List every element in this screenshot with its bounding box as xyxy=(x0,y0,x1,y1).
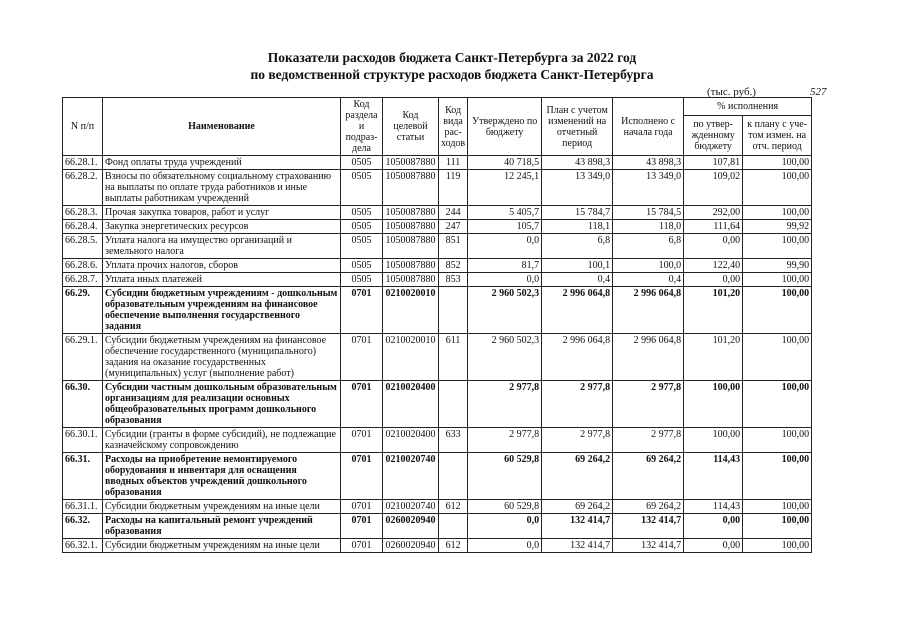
row-expense-type-code: 119 xyxy=(439,170,468,206)
table-row xyxy=(63,206,812,220)
row-expense-type-code xyxy=(439,453,468,500)
row-name: Субсидии бюджетным учреждениям на иные цели xyxy=(103,539,341,553)
row-section-code: 0701 xyxy=(341,500,383,514)
row-pct-plan: 100,00 xyxy=(743,273,812,287)
row-number: 66.28.6. xyxy=(63,259,103,273)
row-expense-type-code: 612 xyxy=(439,500,468,514)
row-target-code: 1050087880 xyxy=(383,156,439,170)
row-name: Уплата иных платежей xyxy=(103,273,341,287)
row-target-code: 0210020010 xyxy=(383,287,439,334)
header-executed: Исполнено с начала года xyxy=(613,98,684,156)
row-approved: 60 529,8 xyxy=(468,500,542,514)
row-pct-plan: 99,90 xyxy=(743,259,812,273)
row-section-code: 0701 xyxy=(341,334,383,381)
row-pct-approved: 0,00 xyxy=(684,273,743,287)
row-pct-approved: 292,00 xyxy=(684,206,743,220)
row-number: 66.28.5. xyxy=(63,234,103,259)
row-plan: 13 349,0 xyxy=(542,170,613,206)
row-expense-type-code xyxy=(439,514,468,539)
table-row xyxy=(63,287,812,334)
table-row xyxy=(63,428,812,453)
row-approved: 105,7 xyxy=(468,220,542,234)
row-expense-type-code xyxy=(439,287,468,334)
row-expense-type-code: 633 xyxy=(439,428,468,453)
row-pct-plan: 100,00 xyxy=(743,500,812,514)
row-expense-type-code: 611 xyxy=(439,334,468,381)
table-row xyxy=(63,273,812,287)
row-name: Прочая закупка товаров, работ и услуг xyxy=(103,206,341,220)
row-plan: 43 898,3 xyxy=(542,156,613,170)
row-pct-approved: 107,81 xyxy=(684,156,743,170)
row-plan: 15 784,7 xyxy=(542,206,613,220)
row-executed: 2 996 064,8 xyxy=(613,334,684,381)
row-target-code: 1050087880 xyxy=(383,206,439,220)
row-number: 66.28.2. xyxy=(63,170,103,206)
row-plan: 69 264,2 xyxy=(542,453,613,500)
header-section-code: Код раздела и подраз-дела xyxy=(341,98,383,156)
header-expense-type-code: Код вида рас-ходов xyxy=(439,98,468,156)
row-name: Уплата прочих налогов, сборов xyxy=(103,259,341,273)
row-executed: 0,4 xyxy=(613,273,684,287)
row-executed: 13 349,0 xyxy=(613,170,684,206)
row-pct-approved: 114,43 xyxy=(684,500,743,514)
row-number: 66.28.3. xyxy=(63,206,103,220)
row-executed: 2 977,8 xyxy=(613,428,684,453)
row-executed: 100,0 xyxy=(613,259,684,273)
row-executed: 15 784,5 xyxy=(613,206,684,220)
row-expense-type-code xyxy=(439,381,468,428)
row-expense-type-code: 852 xyxy=(439,259,468,273)
table-row xyxy=(63,220,812,234)
row-plan: 2 996 064,8 xyxy=(542,287,613,334)
row-approved: 2 977,8 xyxy=(468,381,542,428)
row-approved: 0,0 xyxy=(468,234,542,259)
row-target-code: 0210020400 xyxy=(383,381,439,428)
table-row xyxy=(63,170,812,206)
row-plan: 2 977,8 xyxy=(542,381,613,428)
row-name: Уплата налога на имущество организаций и земельного налога xyxy=(103,234,341,259)
row-approved: 2 977,8 xyxy=(468,428,542,453)
row-name: Фонд оплаты труда учреждений xyxy=(103,156,341,170)
row-section-code: 0505 xyxy=(341,234,383,259)
row-section-code: 0701 xyxy=(341,381,383,428)
row-number: 66.31.1. xyxy=(63,500,103,514)
page-number: 527 xyxy=(810,86,827,98)
row-number: 66.32. xyxy=(63,514,103,539)
row-plan: 2 996 064,8 xyxy=(542,334,613,381)
row-executed: 69 264,2 xyxy=(613,500,684,514)
row-pct-approved: 122,40 xyxy=(684,259,743,273)
row-approved: 60 529,8 xyxy=(468,453,542,500)
row-pct-approved: 0,00 xyxy=(684,514,743,539)
row-plan: 132 414,7 xyxy=(542,514,613,539)
row-number: 66.29. xyxy=(63,287,103,334)
row-section-code: 0505 xyxy=(341,273,383,287)
budget-table xyxy=(62,97,812,553)
table-row xyxy=(63,500,812,514)
row-pct-plan: 100,00 xyxy=(743,287,812,334)
row-section-code: 0505 xyxy=(341,220,383,234)
header-name: Наименование xyxy=(103,98,341,156)
row-pct-plan: 100,00 xyxy=(743,156,812,170)
row-approved: 40 718,5 xyxy=(468,156,542,170)
row-target-code: 0210020400 xyxy=(383,428,439,453)
row-approved: 0,0 xyxy=(468,273,542,287)
header-percent-execution: % исполнения xyxy=(684,98,812,116)
header-plan: План с учетом изменений на отчетный период xyxy=(542,98,613,156)
row-expense-type-code: 247 xyxy=(439,220,468,234)
row-target-code: 1050087880 xyxy=(383,220,439,234)
row-name: Субсидии бюджетным учреждениям на иные цели xyxy=(103,500,341,514)
row-name: Субсидии (гранты в форме субсидий), не подлежащие казначейскому сопровождению xyxy=(103,428,341,453)
row-number: 66.30.1. xyxy=(63,428,103,453)
row-expense-type-code: 244 xyxy=(439,206,468,220)
row-number: 66.31. xyxy=(63,453,103,500)
row-pct-plan: 100,00 xyxy=(743,381,812,428)
row-pct-plan: 100,00 xyxy=(743,170,812,206)
row-expense-type-code: 851 xyxy=(439,234,468,259)
row-target-code: 1050087880 xyxy=(383,259,439,273)
row-expense-type-code: 612 xyxy=(439,539,468,553)
row-number: 66.28.7. xyxy=(63,273,103,287)
table-row xyxy=(63,156,812,170)
units-label: (тыс. руб.) xyxy=(707,86,756,98)
row-approved: 5 405,7 xyxy=(468,206,542,220)
row-section-code: 0505 xyxy=(341,170,383,206)
row-pct-approved: 114,43 xyxy=(684,453,743,500)
row-pct-plan: 99,92 xyxy=(743,220,812,234)
table-row xyxy=(63,334,812,381)
report-title-line2: по ведомственной структуре расходов бюджета Санкт-Петербурга xyxy=(250,67,654,82)
row-section-code: 0505 xyxy=(341,156,383,170)
row-approved: 0,0 xyxy=(468,539,542,553)
row-executed: 2 996 064,8 xyxy=(613,287,684,334)
table-row xyxy=(63,539,812,553)
row-pct-approved: 0,00 xyxy=(684,234,743,259)
report-title-line1: Показатели расходов бюджета Санкт-Петербурга за 2022 год xyxy=(267,50,637,65)
row-section-code: 0701 xyxy=(341,287,383,334)
row-name: Расходы на капитальный ремонт учреждений образования xyxy=(103,514,341,539)
row-expense-type-code: 853 xyxy=(439,273,468,287)
row-number: 66.30. xyxy=(63,381,103,428)
row-name: Закупка энергетических ресурсов xyxy=(103,220,341,234)
row-plan: 100,1 xyxy=(542,259,613,273)
row-pct-approved: 0,00 xyxy=(684,539,743,553)
row-pct-plan: 100,00 xyxy=(743,428,812,453)
row-pct-approved: 101,20 xyxy=(684,287,743,334)
row-target-code: 1050087880 xyxy=(383,170,439,206)
row-name: Субсидии частным дошкольным образовательным организациям для реализации основных общеобразовательных программ дошкольного образования xyxy=(103,381,341,428)
row-plan: 6,8 xyxy=(542,234,613,259)
row-approved: 2 960 502,3 xyxy=(468,287,542,334)
row-pct-approved: 109,02 xyxy=(684,170,743,206)
table-row xyxy=(63,453,812,500)
header-pct-approved: по утвер-жденному бюджету xyxy=(684,116,743,156)
row-approved: 12 245,1 xyxy=(468,170,542,206)
header-num: N п/п xyxy=(63,98,103,156)
row-section-code: 0505 xyxy=(341,206,383,220)
row-name: Субсидии бюджетным учреждениям на финансовое обеспечение государственного (муниципального) задания на оказание государственных (муниципальных) услуг (выполнение работ) xyxy=(103,334,341,381)
row-executed: 69 264,2 xyxy=(613,453,684,500)
row-pct-plan: 100,00 xyxy=(743,234,812,259)
row-pct-plan: 100,00 xyxy=(743,453,812,500)
row-name: Взносы по обязательному социальному страхованию на выплаты по оплате труда работников и иные выплаты работникам учреждений xyxy=(103,170,341,206)
table-row xyxy=(63,381,812,428)
row-pct-approved: 100,00 xyxy=(684,428,743,453)
row-plan: 2 977,8 xyxy=(542,428,613,453)
row-plan: 0,4 xyxy=(542,273,613,287)
row-executed: 132 414,7 xyxy=(613,539,684,553)
row-pct-plan: 100,00 xyxy=(743,206,812,220)
row-executed: 2 977,8 xyxy=(613,381,684,428)
row-section-code: 0701 xyxy=(341,428,383,453)
row-executed: 118,0 xyxy=(613,220,684,234)
row-pct-approved: 111,64 xyxy=(684,220,743,234)
row-pct-plan: 100,00 xyxy=(743,334,812,381)
table-row xyxy=(63,514,812,539)
row-name: Расходы на приобретение немонтируемого оборудования и инвентаря для оснащения вводных объектов учреждений дошкольного образования xyxy=(103,453,341,500)
row-plan: 118,1 xyxy=(542,220,613,234)
row-section-code: 0701 xyxy=(341,453,383,500)
header-pct-plan: к плану с уче-том измен. на отч. период xyxy=(743,116,812,156)
row-section-code: 0505 xyxy=(341,259,383,273)
table-row xyxy=(63,234,812,259)
row-target-code: 0260020940 xyxy=(383,514,439,539)
row-pct-plan: 100,00 xyxy=(743,514,812,539)
row-approved: 81,7 xyxy=(468,259,542,273)
row-approved: 0,0 xyxy=(468,514,542,539)
row-name: Субсидии бюджетным учреждениям - дошкольным образовательным учреждениям на финансовое обеспечение выполнения государственного задания xyxy=(103,287,341,334)
row-target-code: 1050087880 xyxy=(383,234,439,259)
row-number: 66.32.1. xyxy=(63,539,103,553)
row-target-code: 1050087880 xyxy=(383,273,439,287)
row-executed: 43 898,3 xyxy=(613,156,684,170)
row-plan: 132 414,7 xyxy=(542,539,613,553)
row-expense-type-code: 111 xyxy=(439,156,468,170)
row-pct-plan: 100,00 xyxy=(743,539,812,553)
row-number: 66.29.1. xyxy=(63,334,103,381)
table-row xyxy=(63,259,812,273)
row-section-code: 0701 xyxy=(341,539,383,553)
row-executed: 6,8 xyxy=(613,234,684,259)
row-pct-approved: 101,20 xyxy=(684,334,743,381)
header-approved: Утверждено по бюджету xyxy=(468,98,542,156)
row-section-code: 0701 xyxy=(341,514,383,539)
header-target-code: Код целевой статьи xyxy=(383,98,439,156)
row-number: 66.28.1. xyxy=(63,156,103,170)
row-approved: 2 960 502,3 xyxy=(468,334,542,381)
row-target-code: 0210020740 xyxy=(383,453,439,500)
row-pct-approved: 100,00 xyxy=(684,381,743,428)
row-number: 66.28.4. xyxy=(63,220,103,234)
row-plan: 69 264,2 xyxy=(542,500,613,514)
row-target-code: 0210020740 xyxy=(383,500,439,514)
row-target-code: 0260020940 xyxy=(383,539,439,553)
row-target-code: 0210020010 xyxy=(383,334,439,381)
row-executed: 132 414,7 xyxy=(613,514,684,539)
